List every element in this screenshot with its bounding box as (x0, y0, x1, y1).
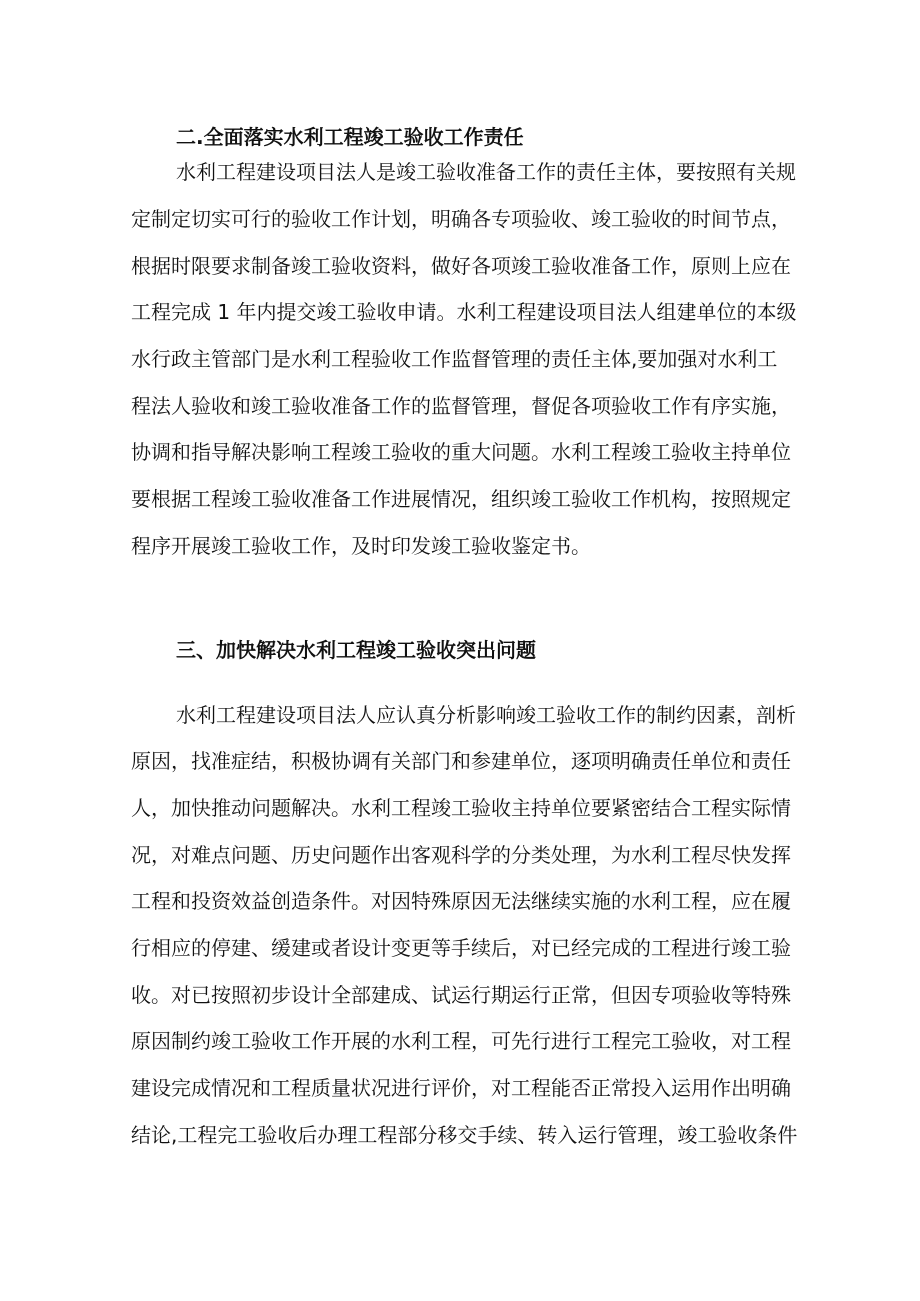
paragraph-line: 人，加快推动问题解决。水利工程竣工验收主持单位要紧密结合工程实际情 (131, 796, 791, 820)
section-2-heading: 二.全面落实水利工程竣工验收工作责任 (176, 125, 524, 149)
paragraph-line: 工程和投资效益创造条件。对因特殊原因无法继续实施的水利工程，应在履 (131, 889, 791, 913)
paragraph-line: 水行政主管部门是水利工程验收工作监督管理的责任主体,要加强对水利工 (131, 347, 778, 371)
paragraph-line: 协调和指导解决影响工程竣工验收的重大问题。水利工程竣工验收主持单位 (131, 440, 791, 464)
paragraph-line: 行相应的停建、缓建或者设计变更等手续后，对已经完成的工程进行竣工验 (131, 936, 791, 960)
paragraph-line: 水利工程建设项目法人是竣工验收准备工作的责任主体，要按照有关规 (176, 160, 796, 184)
paragraph-line: 结论,工程完工验收后办理工程部分移交手续、转入运行管理，竣工验收条件 (131, 1123, 798, 1147)
paragraph-line: 程序开展竣工验收工作，及时印发竣工验收鉴定书。 (131, 534, 591, 558)
section-3-heading: 三、加快解决水利工程竣工验收突出问题 (176, 638, 536, 662)
paragraph-line: 原因制约竣工验收工作开展的水利工程，可先行进行工程完工验收，对工程 (131, 1029, 791, 1053)
paragraph-line: 收。对已按照初步设计全部建成、试运行期运行正常，但因专项验收等特殊 (131, 983, 791, 1007)
paragraph-line: 根据时限要求制备竣工验收资料，做好各项竣工验收准备工作，原则上应在 (131, 254, 791, 278)
paragraph-line: 原因，找准症结，积极协调有关部门和参建单位，逐项明确责任单位和责任 (131, 749, 791, 773)
paragraph-line: 程法人验收和竣工验收准备工作的监督管理，督促各项验收工作有序实施， (131, 394, 791, 418)
paragraph-line: 建设完成情况和工程质量状况进行评价，对工程能否正常投入运用作出明确 (131, 1076, 791, 1100)
paragraph-line: 工程完成 1 年内提交竣工验收申请。水利工程建设项目法人组建单位的本级 (131, 300, 797, 324)
paragraph-line: 况，对难点问题、历史问题作出客观科学的分类处理，为水利工程尽快发挥 (131, 843, 791, 867)
paragraph-line: 水利工程建设项目法人应认真分析影响竣工验收工作的制约因素，剖析 (176, 703, 796, 727)
paragraph-line: 定制定切实可行的验收工作计划，明确各专项验收、竣工验收的时间节点， (131, 207, 791, 231)
paragraph-line: 要根据工程竣工验收准备工作进展情况，组织竣工验收工作机构，按照规定 (131, 487, 791, 511)
